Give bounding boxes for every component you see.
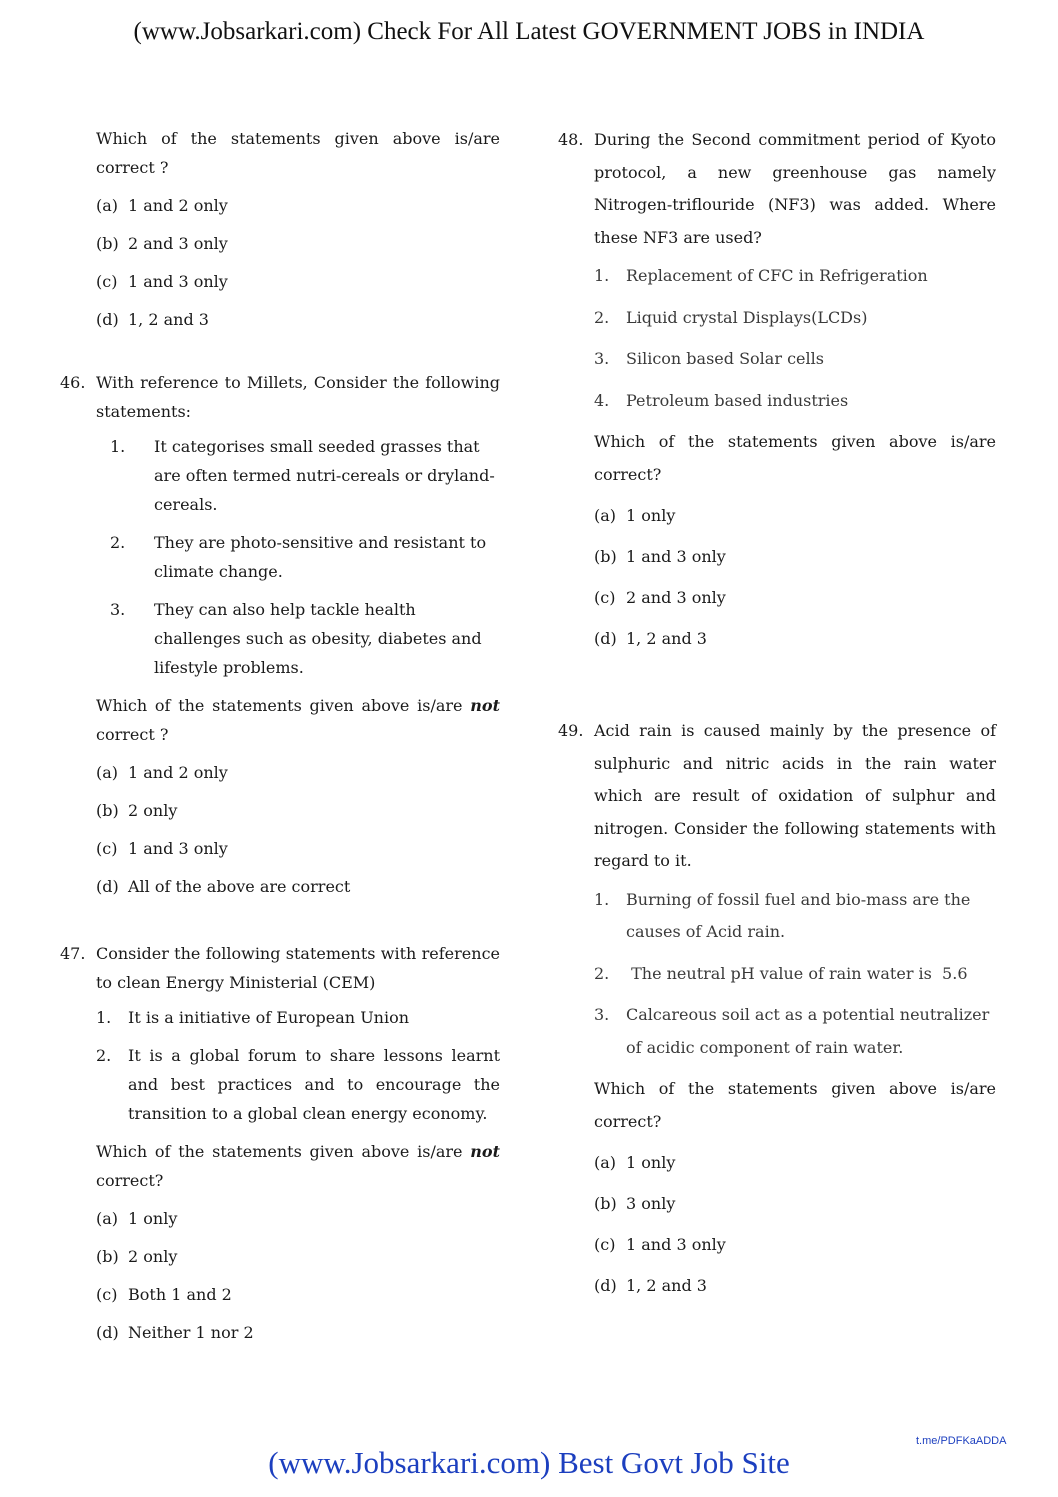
- option-text: 1, 2 and 3: [626, 629, 707, 648]
- stem-text: Which of the statements given above is/are: [96, 696, 463, 715]
- question-45-continued: [60, 124, 500, 338]
- statement-number: 2.: [96, 1046, 112, 1065]
- stem-emphasis: not: [470, 696, 500, 715]
- option-text: 1 only: [626, 1153, 676, 1172]
- option-text: 1 only: [626, 506, 676, 525]
- option-b: [96, 224, 500, 262]
- statement-text: Liquid crystal Displays(LCDs): [626, 307, 868, 327]
- option-text: 1, 2 and 3: [128, 309, 209, 329]
- option-label: (d): [594, 629, 617, 648]
- question-stem: [96, 1137, 500, 1195]
- option-text: 1 and 3 only: [626, 547, 726, 566]
- option-text: 1 and 3 only: [626, 1235, 726, 1254]
- option-text: 3 only: [626, 1194, 676, 1213]
- option-text: 1 and 2 only: [128, 195, 228, 215]
- question-46: [60, 368, 500, 905]
- statement-text: Calcareous soil act as a potential neutralizer of acidic component of rain water.: [626, 1005, 990, 1057]
- option-d: [96, 867, 500, 905]
- option-label: (a): [96, 762, 119, 782]
- question-intro: Consider the following statements with reference to clean Energy Ministerial (CEM): [96, 944, 500, 992]
- page-footer[interactable]: (www.Jobsarkari.com) Best Govt Job Site: [268, 1445, 790, 1480]
- option-text: 2 only: [128, 800, 178, 820]
- option-a: [594, 1142, 996, 1183]
- option-text: 1 and 3 only: [128, 271, 228, 291]
- option-d: [594, 1265, 996, 1306]
- option-label: (b): [594, 1194, 617, 1213]
- statement-number: 1.: [594, 266, 610, 285]
- option-c: [594, 1224, 996, 1265]
- option-b: [96, 1237, 500, 1275]
- statement-number: 1.: [110, 437, 126, 456]
- option-text: 1 only: [128, 1208, 178, 1228]
- question-48: [558, 124, 996, 659]
- option-text: 1 and 3 only: [128, 838, 228, 858]
- statement-1: [110, 432, 500, 519]
- statement-number: 2.: [110, 533, 126, 552]
- option-label: (a): [594, 1153, 617, 1172]
- option-c: [96, 262, 500, 300]
- left-column: [60, 124, 500, 1351]
- option-a: [96, 186, 500, 224]
- statement-3: [594, 999, 996, 1064]
- option-label: (b): [594, 547, 617, 566]
- statement-text: It is a initiative of European Union: [128, 1008, 410, 1027]
- statement-number: 3.: [594, 1005, 610, 1024]
- option-text: 1 and 2 only: [128, 762, 228, 782]
- question-number: 46.: [60, 373, 86, 392]
- option-b: [594, 536, 996, 577]
- option-b: [594, 1183, 996, 1224]
- question-intro: Acid rain is caused mainly by the presence of sulphuric and nitric acids in the rain water which are result of oxidation of sulphur and nitrogen. Consider the following statements with regard to it.: [594, 721, 996, 870]
- statement-2: [594, 302, 996, 335]
- option-c: [96, 1275, 500, 1313]
- option-label: (c): [96, 838, 118, 858]
- option-label: (c): [96, 1284, 118, 1304]
- option-label: (c): [594, 588, 616, 607]
- option-text: 1, 2 and 3: [626, 1276, 707, 1295]
- option-text: Neither 1 nor 2: [128, 1322, 254, 1342]
- statement-1: [594, 260, 996, 293]
- stem-text: correct?: [96, 1171, 164, 1190]
- question-47: [60, 939, 500, 1351]
- question-number: 48.: [558, 130, 584, 149]
- statement-text: Petroleum based industries: [626, 390, 849, 410]
- statement-text: It is a global forum to share lessons learnt and best practices and to encourage the transition to a global clean energy economy.: [128, 1046, 500, 1123]
- question-intro: During the Second commitment period of Kyoto protocol, a new greenhouse gas namely Nitrogen-triflouride (NF3) was added. Where these NF3 are used?: [594, 130, 996, 247]
- right-column: [558, 124, 996, 1306]
- question-49: [558, 715, 996, 1306]
- statement-number: 3.: [594, 349, 610, 368]
- option-label: (a): [96, 195, 119, 215]
- statement-number: 3.: [110, 600, 126, 619]
- telegram-link[interactable]: t.me/PDFKaADDA: [916, 1435, 1007, 1447]
- option-label: (d): [96, 876, 119, 896]
- statement-text: Replacement of CFC in Refrigeration: [626, 266, 928, 285]
- option-text: 2 only: [128, 1246, 178, 1266]
- statement-3: [110, 595, 500, 682]
- option-label: (d): [96, 1322, 119, 1342]
- statement-text: Burning of fossil fuel and bio-mass are the causes of Acid rain.: [626, 889, 971, 941]
- option-text: All of the above are correct: [128, 876, 351, 896]
- option-label: (a): [594, 506, 617, 525]
- question-intro: With reference to Millets, Consider the following statements:: [96, 373, 500, 421]
- option-d: [96, 300, 500, 338]
- option-text: 2 and 3 only: [128, 233, 228, 253]
- option-c: [594, 577, 996, 618]
- statement-number: 2.: [594, 963, 610, 983]
- question-number: 49.: [558, 721, 584, 740]
- option-text: 2 and 3 only: [626, 588, 726, 607]
- option-label: (d): [96, 309, 119, 329]
- statement-1: [96, 1003, 500, 1032]
- option-label: (b): [96, 233, 119, 253]
- statement-number: 2.: [594, 307, 610, 327]
- option-c: [96, 829, 500, 867]
- statement-2: [110, 528, 500, 586]
- option-label: (a): [96, 1208, 119, 1228]
- statement-3: [594, 343, 996, 376]
- question-stem: Which of the statements given above is/are correct ?: [96, 129, 500, 177]
- statement-number: 1.: [594, 889, 610, 909]
- statement-2: [96, 1041, 500, 1128]
- option-a: [96, 753, 500, 791]
- question-stem: Which of the statements given above is/are correct?: [594, 1079, 996, 1131]
- stem-emphasis: not: [470, 1142, 500, 1161]
- option-label: (c): [96, 271, 118, 291]
- stem-text: correct ?: [96, 725, 169, 744]
- option-label: (b): [96, 1246, 119, 1266]
- statement-text: It categorises small seeded grasses that are often termed nutri-cereals or dryland-cereals.: [154, 437, 495, 514]
- option-text: Both 1 and 2: [128, 1284, 232, 1304]
- option-a: [96, 1199, 500, 1237]
- statement-number: 4.: [594, 390, 610, 410]
- stem-text: Which of the statements given above is/are: [96, 1142, 463, 1161]
- statement-text: Silicon based Solar cells: [626, 349, 824, 368]
- statement-2: [594, 958, 996, 991]
- statement-4: [594, 385, 996, 418]
- statement-text: They are photo-sensitive and resistant to climate change.: [154, 533, 487, 581]
- question-stem: Which of the statements given above is/are correct?: [594, 432, 996, 484]
- option-label: (d): [594, 1276, 617, 1295]
- statement-text: The neutral pH value of rain water is 5.6: [626, 963, 968, 983]
- option-label: (c): [594, 1235, 616, 1254]
- statement-1: [594, 884, 996, 949]
- question-number: 47.: [60, 944, 86, 963]
- statement-text: They can also help tackle health challenges such as obesity, diabetes and lifestyle problems.: [154, 600, 482, 677]
- statement-number: 1.: [96, 1008, 112, 1027]
- option-label: (b): [96, 800, 119, 820]
- option-a: [594, 495, 996, 536]
- option-b: [96, 791, 500, 829]
- page-header: (www.Jobsarkari.com) Check For All Latest GOVERNMENT JOBS in INDIA: [133, 18, 925, 45]
- option-d: [594, 618, 996, 659]
- question-stem: [96, 691, 500, 749]
- option-d: [96, 1313, 500, 1351]
